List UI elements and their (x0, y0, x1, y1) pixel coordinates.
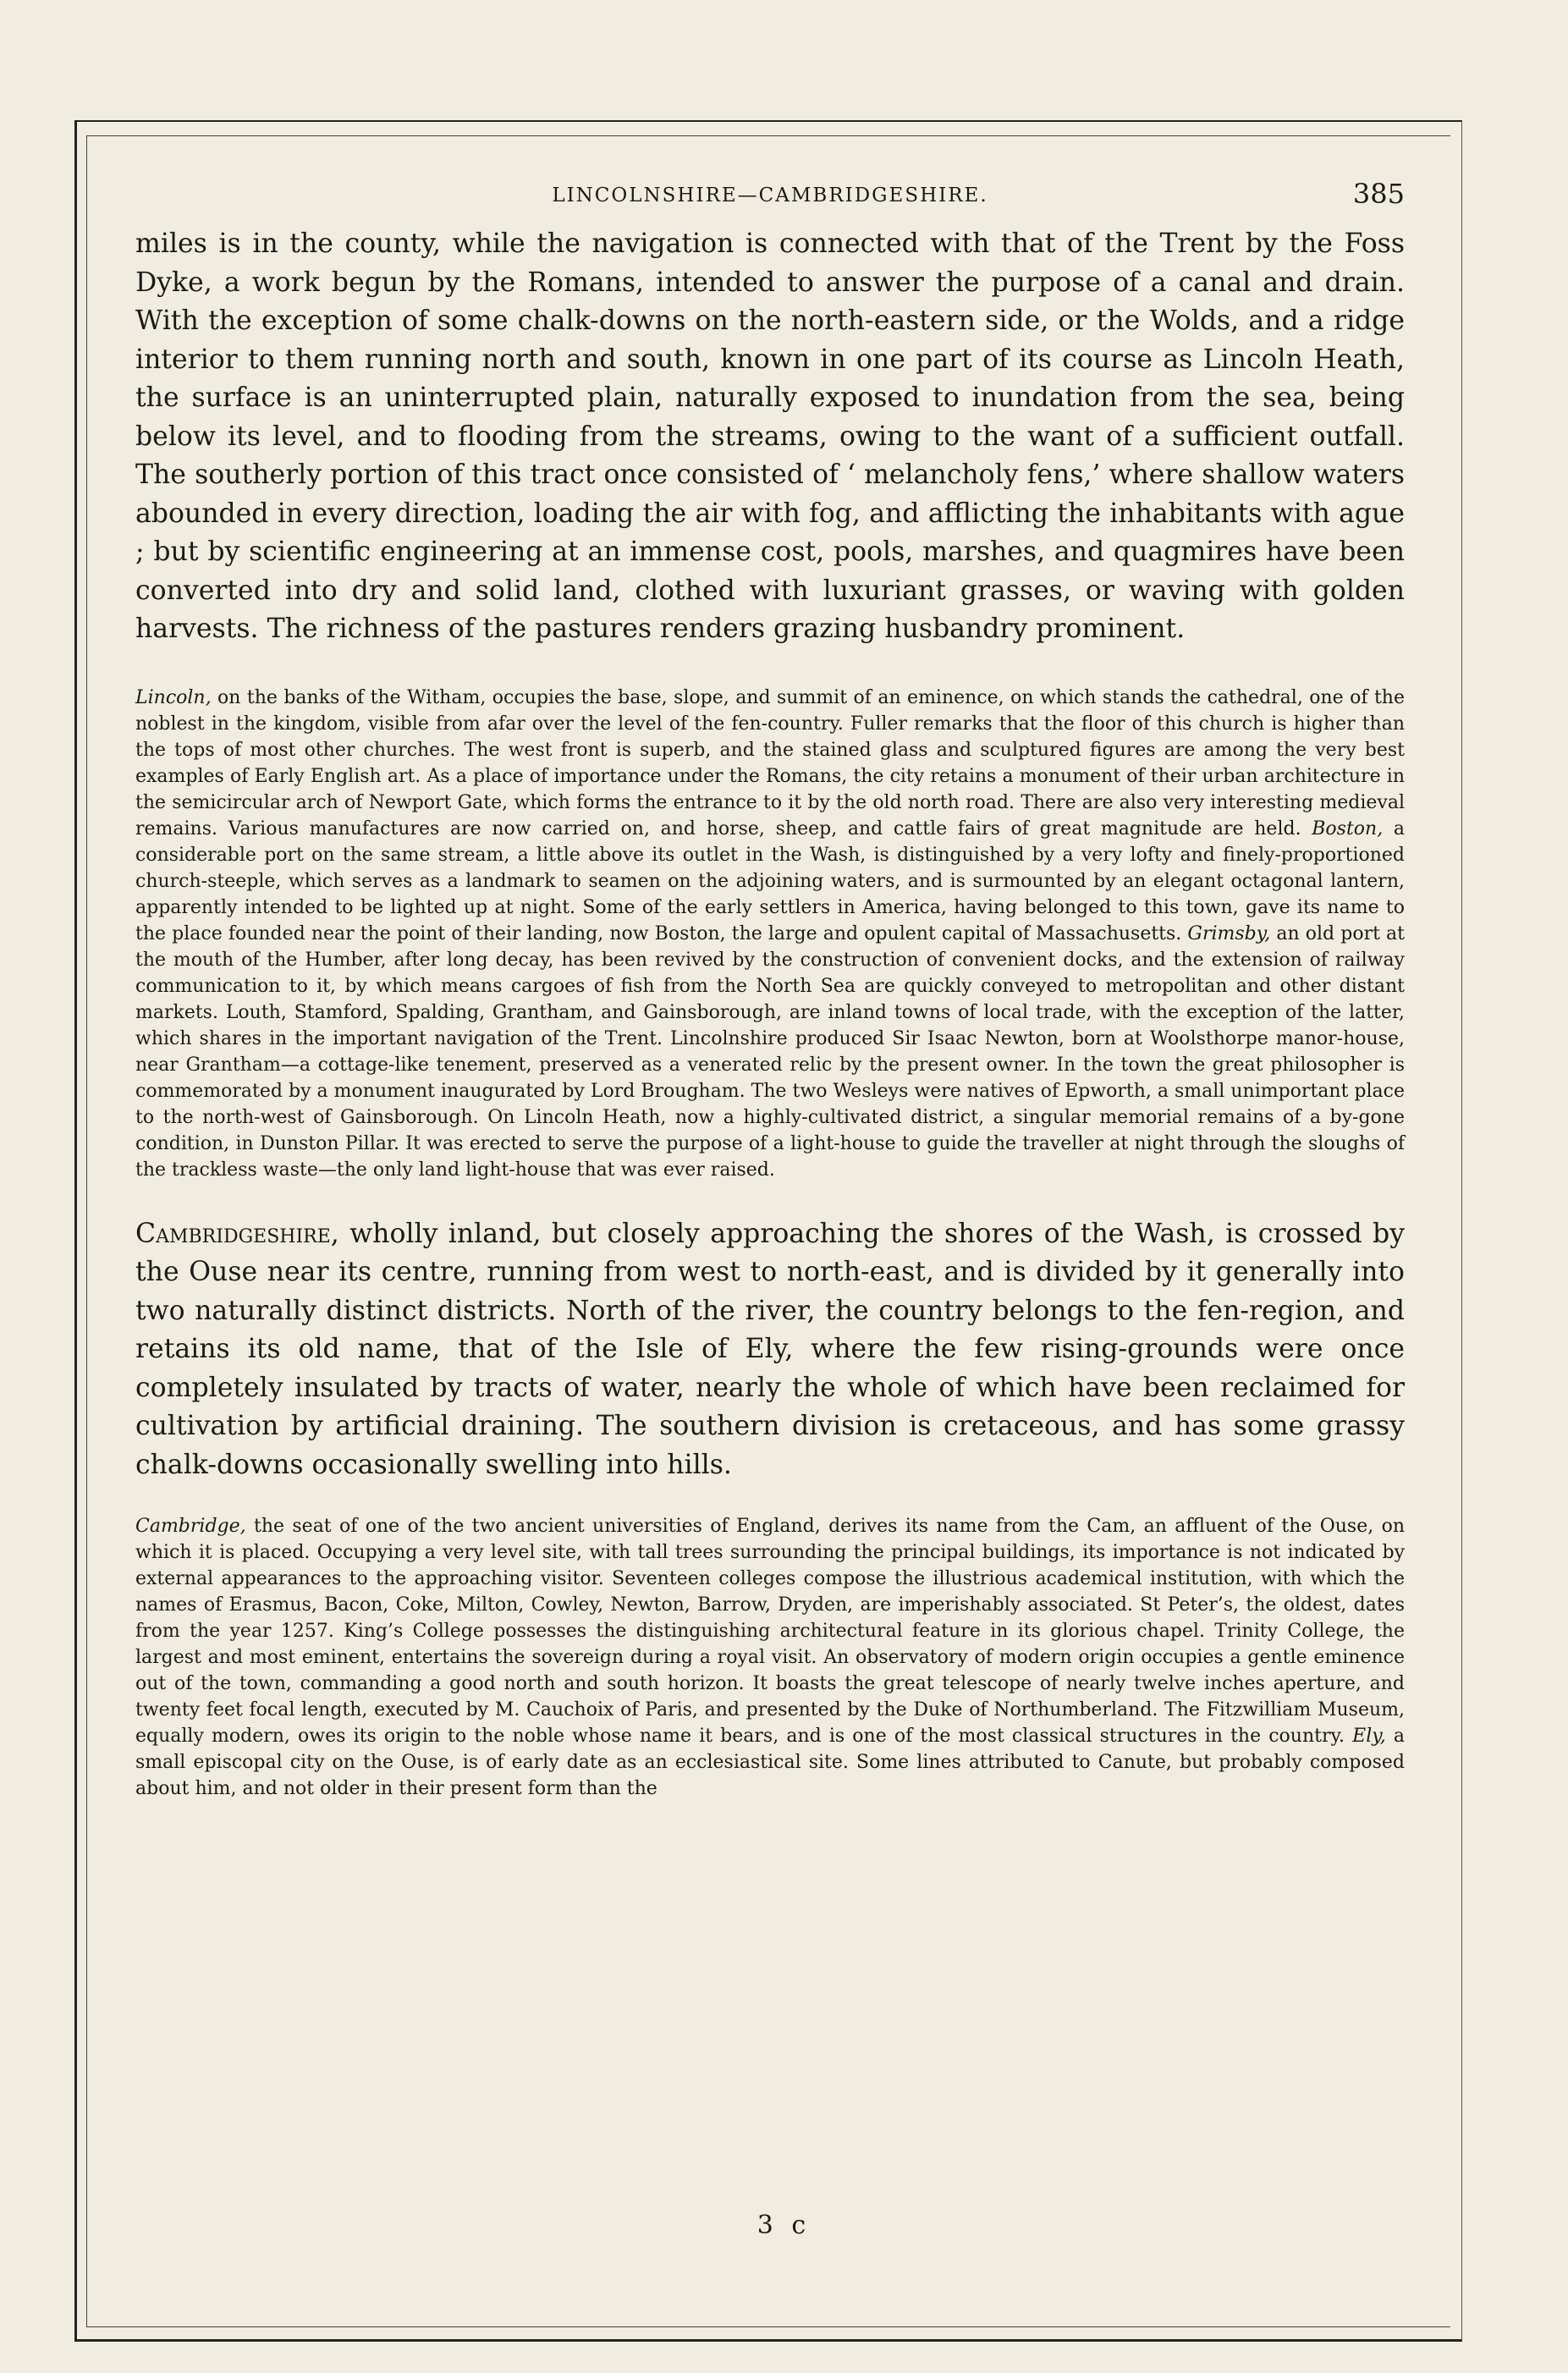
paragraph-lincoln-towns: Lincoln, on the banks of the Witham, occupies the base, slope, and summit of an eminence, on which stands the cathedral, one of the noblest in the kingdom, visible from afar over the level of the fen-country. Fuller remarks that the floor of this church is higher than the tops of most other churches. The west front is superb, and the stained glass and sculptured figures are among the very best examples of Early English art. As a place of importance under the Romans, the city retains a monument of their urban architecture in the semicircular arch of Newport Gate, which forms the entrance to it by the old north road. There are also very interesting medieval remains. Various manufactures are now carried on, and horse, sheep, and cattle fairs of great magnitude are held. Boston, a considerable port on the same stream, a little above its outlet in the Wash, is distinguished by a very lofty and finely-proportioned church-steeple, which serves as a landmark to seamen on the adjoining waters, and is surmounted by an elegant octagonal lantern, apparently intended to be lighted up at night. Some of the early settlers in America, having belonged to this town, gave its name to the place founded near the point of their landing, now Boston, the large and opulent capital of Massachusetts. Grimsby, an old port at the mouth of the Humber, after long decay, has been revived by the construction of convenient docks, and the extension of railway communication to it, by which means cargoes of fish from the North Sea are quickly conveyed to metropolitan and other distant markets. Louth, Stamford, Spalding, Grantham, and Gainsborough, are inland towns of local trade, with the exception of the latter, which shares in the important navigation of the Trent. Lincolnshire produced Sir Isaac Newton, born at Woolsthorpe manor-house, near Grantham—a cottage-like tenement, preserved as a venerated relic by the present owner. In the town the great philosopher is commemorated by a monument inaugurated by Lord Brougham. The two Wesleys were natives of Epworth, a small unimportant place to the north-west of Gainsborough. On Lincoln Heath, now a highly-cultivated district, a singular memorial remains of a by-gone condition, in Dunston Pillar. It was erected to serve the purpose of a light-house to guide the traveller at night through the sloughs of the trackless waste—the only land light-house that was ever raised. (135, 686, 1405, 1181)
place-grimsby: Grimsby, (1187, 922, 1271, 944)
running-title: LINCOLNSHIRE—CAMBRIDGESHIRE. (552, 184, 988, 206)
paragraph-lincolnshire-intro: miles is in the county, while the navigation is connected with that of the Trent by the Foss Dyke, a work begun by the Romans, intended to answer the purpose of a canal and drain. With the exception of some chalk-downs on the north-eastern side, or the Wolds, and a ridge interior to them running north and south, known in one part of its course as Lincoln Heath, the surface is an uninterrupted plain, naturally exposed to inundation from the sea, being below its level, and to flooding from the streams, owing to the want of a sufficient outfall. The southerly portion of this tract once consisted of ‘ melancholy fens,’ where shallow waters abounded in every direction, loading the air with fog, and afflicting the inhabitants with ague ; but by scientific engineering at an immense cost, pools, marshes, and quagmires have been converted into dry and solid land, clothed with luxuriant grasses, or waving with golden harvests. The richness of the pastures renders grazing husbandry prominent. (135, 228, 1405, 644)
paragraph-cambridgeshire-intro: Cambridgeshire, wholly inland, but closely approaching the shores of the Wash, is crossed by the Ouse near its centre, running from west to north-east, and is divided by it generally into two naturally distinct districts. North of the river, the country belongs to the fen-region, and retains its old name, that of the Isle of Ely, where the few rising-grounds were once completely insulated by tracts of water, nearly the whole of which have been reclaimed for cultivation by artificial draining. The southern division is cretaceous, and has some grassy chalk-downs occasionally swelling into hills. (135, 1218, 1405, 1480)
place-cambridge: Cambridge, (135, 1516, 246, 1537)
place-lincoln: Lincoln, (135, 686, 212, 708)
signature-mark: 3 c (756, 2211, 812, 2240)
page-number: 385 (1352, 178, 1405, 210)
running-head (135, 178, 1405, 217)
paragraph-cambridge-towns: Cambridge, the seat of one of the two ancient universities of England, derives its name from the Cam, an affluent of the Ouse, on which it is placed. Occupying a very level site, with tall trees surrounding the principal buildings, its importance is not indicated by external appearances to the approaching visitor. Seventeen colleges compose the illustrious academical institution, with which the names of Erasmus, Bacon, Coke, Milton, Cowley, Newton, Barrow, Dryden, are imperishably associated. St Peter’s, the oldest, dates from the year 1257. King’s College possesses the distinguishing architectural feature in its glorious chapel. Trinity College, the largest and most eminent, entertains the sovereign during a royal visit. An observatory of modern origin occupies a gentle eminence out of the town, commanding a good north and south horizon. It boasts the great telescope of nearly twelve inches aperture, and twenty feet focal length, executed by M. Cauchoix of Paris, and presented by the Duke of Northumberland. The Fitzwilliam Museum, equally modern, owes its origin to the noble whose name it bears, and is one of the most classical structures in the country. Ely, a small episcopal city on the Ouse, is of early date as an ecclesiastical site. Some lines attributed to Canute, but probably composed about him, and not older in their present form than the (135, 1516, 1406, 1799)
county-name-cambridgeshire: Cambridgeshire, (135, 1218, 339, 1249)
page-body (135, 178, 1405, 1802)
place-boston: Boston, (1312, 818, 1384, 840)
place-ely: Ely, (1352, 1726, 1386, 1747)
